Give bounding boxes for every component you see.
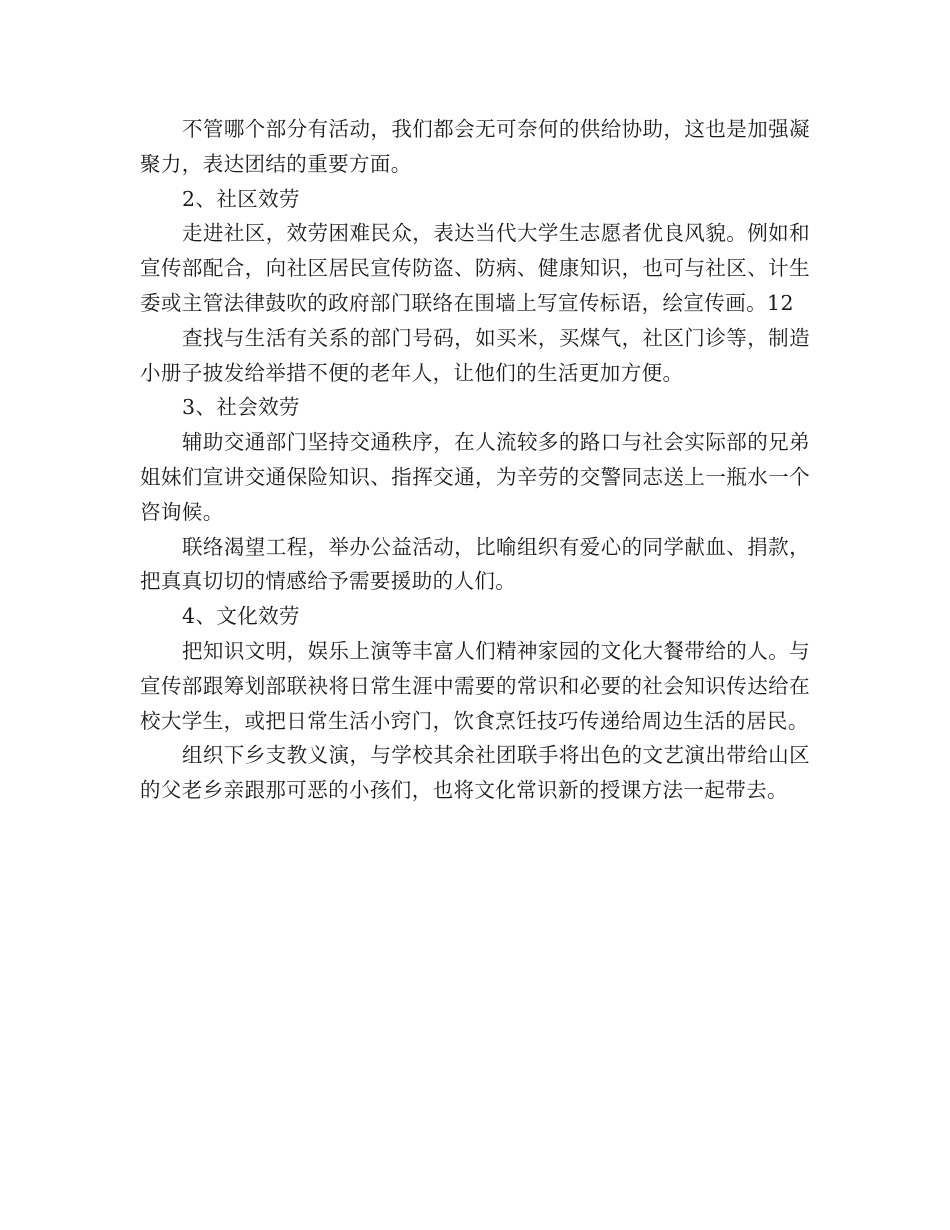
paragraph: 辅助交通部门坚持交通秩序，在人流较多的路口与社会实际部的兄弟姐妹们宣讲交通保险知识、指挥交通，为辛劳的交警同志送上一瓶水一个咨询候。 <box>140 430 810 524</box>
section-heading-cultural-service: 4、文化效劳 <box>182 604 300 629</box>
section-heading-social-service: 3、社会效劳 <box>182 395 300 420</box>
paragraph: 查找与生活有关系的部门号码，如买米，买煤气，社区门诊等，制造小册子披发给举措不便的老年人，让他们的生活更加方便。 <box>140 325 810 385</box>
section-heading-community-service: 2、社区效劳 <box>182 186 300 211</box>
paragraph: 不管哪个部分有活动，我们都会无可奈何的供给协助，这也是加强凝聚力，表达团结的重要方面。 <box>140 117 810 176</box>
paragraph: 走进社区，效劳困难民众，表达当代大学生志愿者优良风貌。例如和宣传部配合，向社区居民宣传防盗、防病、健康知识，也可与社区、计生委或主管法律鼓吹的政府部门联络在围墙上写宣传标语，绘宣传画。12 <box>140 221 810 315</box>
paragraph: 联络渴望工程，举办公益活动，比喻组织有爱心的同学献血、捐款，把真真切切的情感给予需要援助的人们。 <box>140 534 810 594</box>
paragraph: 组织下乡支教义演，与学校其余社团联手将出色的文艺演出带给山区的父老乡亲跟那可恶的小孩们，也将文化常识新的授课方法一起带去。 <box>140 743 810 803</box>
document-body <box>140 112 810 808</box>
paragraph: 把知识文明，娱乐上演等丰富人们精神家园的文化大餐带给的人。与宣传部跟筹划部联袂将日常生涯中需要的常识和必要的社会知识传达给在校大学生，或把日常生活小窍门，饮食烹饪技巧传递给周边生活的居民。 <box>140 638 810 733</box>
